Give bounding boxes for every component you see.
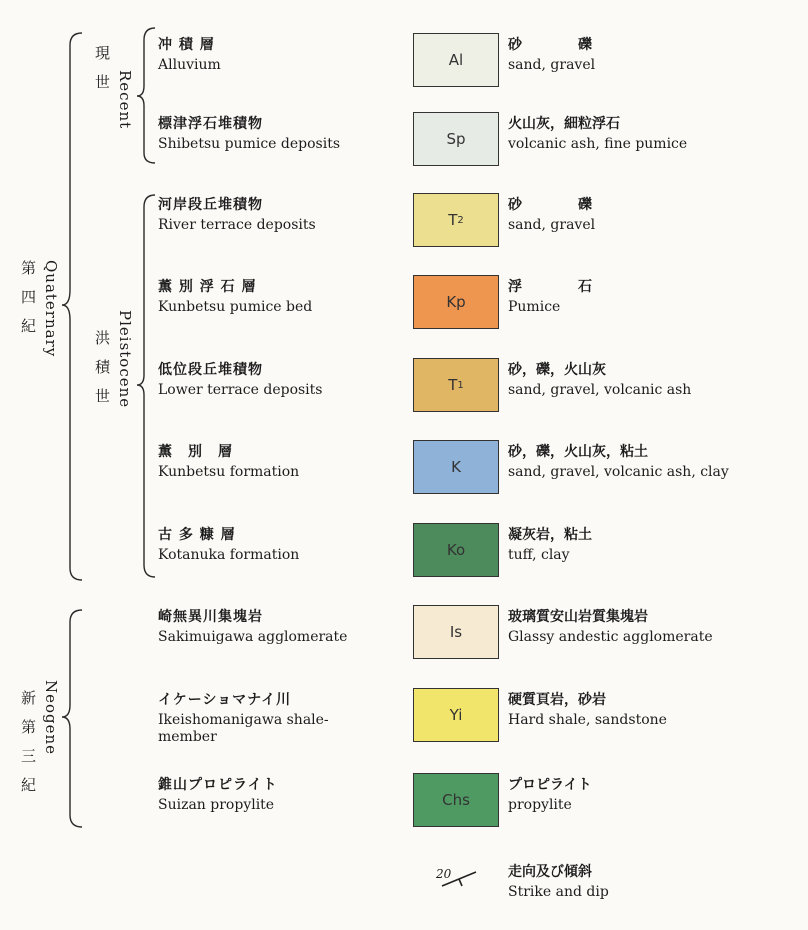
period-quaternary-ja: 第四紀 (19, 260, 37, 347)
swatch-symbol: Al (448, 51, 464, 69)
lithology-en: Hard shale, sandstone (508, 712, 667, 728)
unit-name-ja: 錐山プロピライト (158, 777, 278, 793)
swatch-symbol: T (448, 376, 458, 394)
unit-name-en: member (158, 729, 217, 745)
swatch-symbol: T (448, 211, 458, 229)
unit-name-ja: 薫 別 層 (158, 444, 233, 460)
unit-name-en: Kunbetsu pumice bed (158, 299, 313, 315)
lithology-ja: 硬質頁岩，砂岩 (508, 692, 606, 708)
unit-name-en: Kotanuka formation (158, 547, 300, 563)
epoch-pleistocene-en: Pleistocene (116, 310, 134, 409)
lithology-en: propylite (508, 797, 572, 813)
unit-name-ja: 河岸段丘堆積物 (158, 197, 263, 213)
unit-name-en: Ikeishomanigawa shale- (158, 712, 329, 728)
unit-name-ja: 崎無異川集塊岩 (158, 609, 263, 625)
lithology-en: sand, gravel (508, 217, 596, 233)
unit-name-ja: 冲 積 層 (158, 37, 215, 53)
unit-name-ja: 低位段丘堆積物 (158, 362, 263, 378)
unit-name-en: Sakimuigawa agglomerate (158, 629, 348, 645)
swatch-symbol: Chs (442, 791, 470, 809)
recent-bracket (137, 28, 155, 163)
unit-name-en: Alluvium (158, 57, 221, 73)
strike-dip-en: Strike and dip (508, 884, 609, 900)
swatch-symbol: K (451, 458, 461, 476)
swatch-symbol: Is (449, 623, 463, 641)
epoch-recent-en: Recent (116, 70, 134, 130)
lithology-ja: 砂 礫 (508, 197, 592, 213)
legend-swatch (413, 773, 499, 827)
lithology-en: sand, gravel, volcanic ash, clay (508, 464, 729, 480)
epoch-pleistocene-ja: 洪積世 (93, 330, 111, 417)
period-neogene-en: Neogene (42, 680, 60, 756)
lithology-ja: 砂，礫，火山灰，粘土 (508, 444, 648, 460)
lithology-en: sand, gravel, volcanic ash (508, 382, 692, 398)
unit-name-ja: イケーショマナイ川 (158, 692, 292, 708)
swatch-subscript: 2 (457, 214, 464, 226)
swatch-symbol: Sp (446, 130, 466, 148)
lithology-ja: 凝灰岩，粘土 (508, 527, 592, 543)
epoch-recent-ja: 現世 (93, 45, 111, 103)
legend-swatch (413, 358, 499, 412)
legend-swatch (413, 193, 499, 247)
lithology-en: Glassy andestic agglomerate (508, 629, 713, 645)
lithology-ja: 火山灰，細粒浮石 (508, 116, 620, 132)
swatch-symbol: Yi (449, 706, 463, 724)
unit-name-ja: 薫 別 浮 石 層 (158, 279, 257, 295)
legend-swatch (413, 523, 499, 577)
swatch-symbol: Ko (446, 541, 466, 559)
period-quaternary-en: Quaternary (42, 260, 60, 358)
legend-swatch (413, 33, 499, 87)
unit-name-ja: 標津浮石堆積物 (158, 116, 263, 132)
pleistocene-bracket (137, 195, 155, 577)
unit-name-en: Shibetsu pumice deposits (158, 136, 341, 152)
legend-swatch (413, 440, 499, 494)
lithology-en: volcanic ash, fine pumice (508, 136, 688, 152)
lithology-ja: 玻璃質安山岩質集塊岩 (508, 609, 648, 625)
legend-swatch (413, 112, 499, 166)
unit-name-ja: 古 多 糠 層 (158, 527, 236, 543)
strike-dip-ja: 走向及び傾斜 (508, 864, 592, 880)
unit-name-en: Suizan propylite (158, 797, 275, 813)
lithology-en: Pumice (508, 299, 561, 315)
lithology-ja: 砂 礫 (508, 37, 592, 53)
legend-swatch (413, 605, 499, 659)
legend-swatch (413, 275, 499, 329)
strike-dip-value: 20 (436, 867, 452, 881)
legend-swatch (413, 688, 499, 742)
period-neogene-ja: 新第三紀 (19, 690, 37, 806)
unit-name-en: River terrace deposits (158, 217, 316, 233)
swatch-symbol: Kp (446, 293, 466, 311)
lithology-ja: 砂，礫，火山灰 (508, 362, 606, 378)
unit-name-en: Lower terrace deposits (158, 382, 323, 398)
lithology-en: tuff, clay (508, 547, 570, 563)
unit-name-en: Kunbetsu formation (158, 464, 300, 480)
lithology-en: sand, gravel (508, 57, 596, 73)
neogene-bracket (62, 610, 82, 827)
quaternary-bracket (62, 33, 82, 580)
swatch-subscript: 1 (457, 379, 464, 391)
lithology-ja: プロピライト (508, 777, 592, 793)
lithology-ja: 浮 石 (508, 279, 592, 295)
